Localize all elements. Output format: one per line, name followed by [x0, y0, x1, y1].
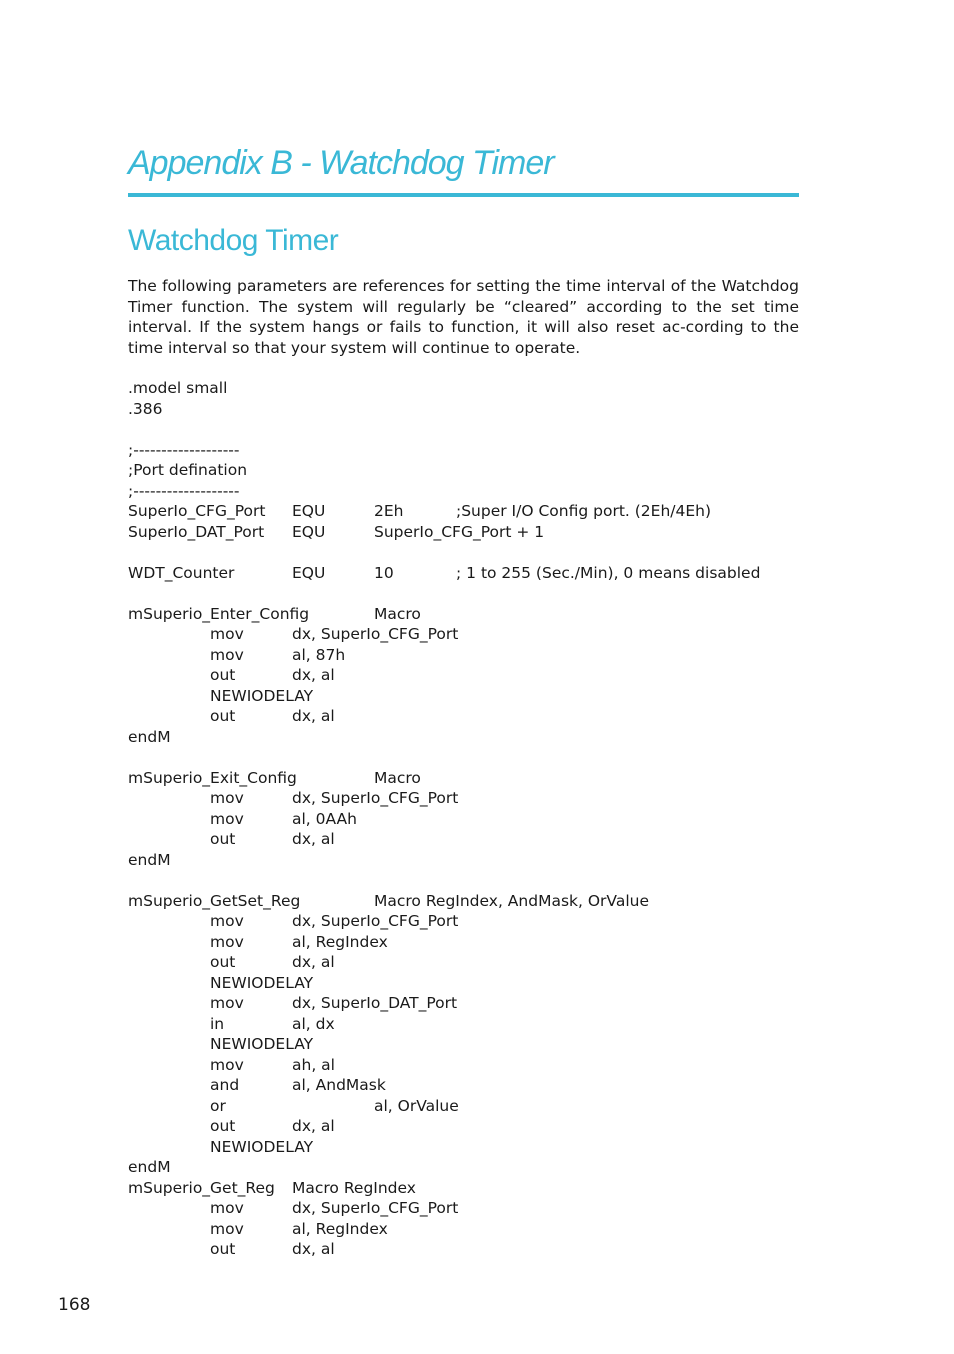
code-token: Macro: [374, 768, 421, 787]
code-line: [128, 665, 828, 686]
code-token: mov: [210, 625, 244, 643]
code-token: ;-------------------: [128, 481, 240, 500]
code-line: [128, 1055, 828, 1076]
code-token: mov: [210, 1055, 244, 1074]
code-token: dx, SuperIo_CFG_Port: [292, 912, 459, 930]
title-rule: [128, 193, 799, 197]
code-token: al, dx: [292, 1014, 335, 1033]
code-line: [128, 1034, 828, 1055]
code-line: [128, 747, 828, 768]
section-title: Watchdog Timer: [128, 224, 339, 257]
code-token: NEWIODELAY: [210, 686, 314, 705]
code-token: SuperIo_DAT_Port: [128, 522, 265, 541]
code-token: NEWIODELAY: [210, 1035, 314, 1053]
code-token: .386: [128, 399, 163, 418]
code-line: [128, 1198, 828, 1219]
code-token: endM: [128, 850, 171, 869]
code-token: SuperIo_CFG_Port + 1: [374, 522, 545, 541]
code-token: or: [210, 1096, 226, 1115]
code-token: mov: [210, 789, 244, 807]
code-token: mSuperio_Enter_Config: [128, 604, 310, 623]
code-token: out: [210, 830, 236, 848]
code-line: [128, 788, 828, 809]
code-line: [128, 583, 828, 604]
appendix-title: Appendix B - Watchdog Timer: [128, 144, 554, 182]
code-line: [128, 809, 828, 830]
code-line: [128, 727, 828, 748]
code-token: ;-------------------: [128, 440, 240, 459]
code-token: endM: [128, 727, 171, 746]
code-token: dx, SuperIo_CFG_Port: [292, 625, 459, 643]
code-line: [128, 829, 828, 850]
code-line: [128, 952, 828, 973]
code-line: [128, 911, 828, 932]
code-token: dx, SuperIo_CFG_Port: [292, 1199, 459, 1217]
code-line: [128, 932, 828, 953]
page-number: 168: [58, 1295, 91, 1315]
code-token: in: [210, 1014, 225, 1033]
code-token: 2Eh: [374, 502, 404, 520]
code-token: dx, al: [292, 1117, 335, 1135]
code-token: out: [210, 1240, 236, 1258]
code-line: [128, 378, 828, 399]
code-line: [128, 993, 828, 1014]
code-line: [128, 1178, 828, 1199]
code-line: [128, 1096, 828, 1117]
code-token: mov: [210, 932, 244, 951]
code-token: and: [210, 1076, 240, 1094]
code-token: al, OrValue: [374, 1096, 459, 1115]
code-token: ah, al: [292, 1055, 335, 1074]
code-token: EQU: [292, 502, 326, 520]
code-line: [128, 973, 828, 994]
code-line: [128, 1239, 828, 1260]
code-line: [128, 1075, 828, 1096]
code-listing: [128, 378, 828, 1260]
code-token: mSuperio_GetSet_Reg: [128, 891, 301, 910]
code-line: [128, 563, 828, 584]
code-token: EQU: [292, 563, 326, 582]
code-token: 10: [374, 563, 394, 582]
code-line: [128, 440, 828, 461]
code-token: mSuperio_Get_Reg: [128, 1178, 275, 1197]
code-token: ; 1 to 255 (Sec./Min), 0 means disabled: [456, 563, 761, 582]
code-token: al, RegIndex: [292, 1219, 388, 1238]
code-token: Macro RegIndex: [292, 1178, 416, 1197]
code-token: dx, al: [292, 953, 335, 971]
code-token: dx, al: [292, 666, 335, 684]
code-token: out: [210, 707, 236, 725]
code-token: EQU: [292, 522, 326, 541]
code-token: ;Port defination: [128, 461, 248, 479]
code-line: [128, 686, 828, 707]
code-token: mov: [210, 1219, 244, 1238]
code-token: dx, al: [292, 830, 335, 848]
code-line: [128, 419, 828, 440]
code-token: al, 87h: [292, 645, 346, 664]
code-line: [128, 542, 828, 563]
code-line: [128, 1116, 828, 1137]
intro-paragraph: The following parameters are references for setting the time interval of the Watchdog Timer function. The system will regularly be “cleared” according to the set time interval. If the system hangs or fails to function, it will also reset ac-cording to the time interval so that your system will continue to operate.: [128, 277, 799, 357]
code-line: [128, 481, 828, 502]
code-line: [128, 706, 828, 727]
code-token: Macro: [374, 604, 421, 623]
code-token: out: [210, 666, 236, 684]
code-line: [128, 1157, 828, 1178]
code-token: dx, al: [292, 1240, 335, 1258]
code-line: [128, 501, 828, 522]
code-token: al, RegIndex: [292, 932, 388, 951]
code-line: [128, 399, 828, 420]
code-token: mov: [210, 645, 244, 664]
code-token: out: [210, 1117, 236, 1135]
code-token: .model small: [128, 379, 228, 397]
code-token: WDT_Counter: [128, 563, 235, 582]
code-token: SuperIo_CFG_Port: [128, 502, 266, 520]
code-token: NEWIODELAY: [210, 973, 314, 992]
code-line: [128, 1137, 828, 1158]
code-token: mSuperio_Exit_Config: [128, 768, 297, 787]
code-token: out: [210, 953, 236, 971]
code-token: mov: [210, 912, 244, 930]
code-line: [128, 460, 828, 481]
code-token: dx, SuperIo_CFG_Port: [292, 789, 459, 807]
code-token: al, AndMask: [292, 1076, 386, 1094]
code-token: dx, al: [292, 707, 335, 725]
code-token: ;Super I/O Config port. (2Eh/4Eh): [456, 502, 712, 520]
code-line: [128, 870, 828, 891]
code-line: [128, 891, 828, 912]
code-line: [128, 522, 828, 543]
code-token: mov: [210, 809, 244, 828]
code-line: [128, 1219, 828, 1240]
code-token: dx, SuperIo_DAT_Port: [292, 994, 458, 1012]
code-token: Macro RegIndex, AndMask, OrValue: [374, 891, 649, 910]
code-line: [128, 1014, 828, 1035]
code-token: NEWIODELAY: [210, 1137, 314, 1156]
code-line: [128, 768, 828, 789]
code-token: endM: [128, 1158, 171, 1176]
code-line: [128, 624, 828, 645]
code-line: [128, 645, 828, 666]
code-token: al, 0AAh: [292, 809, 357, 828]
code-token: mov: [210, 994, 244, 1012]
code-line: [128, 850, 828, 871]
code-line: [128, 604, 828, 625]
code-token: mov: [210, 1199, 244, 1217]
